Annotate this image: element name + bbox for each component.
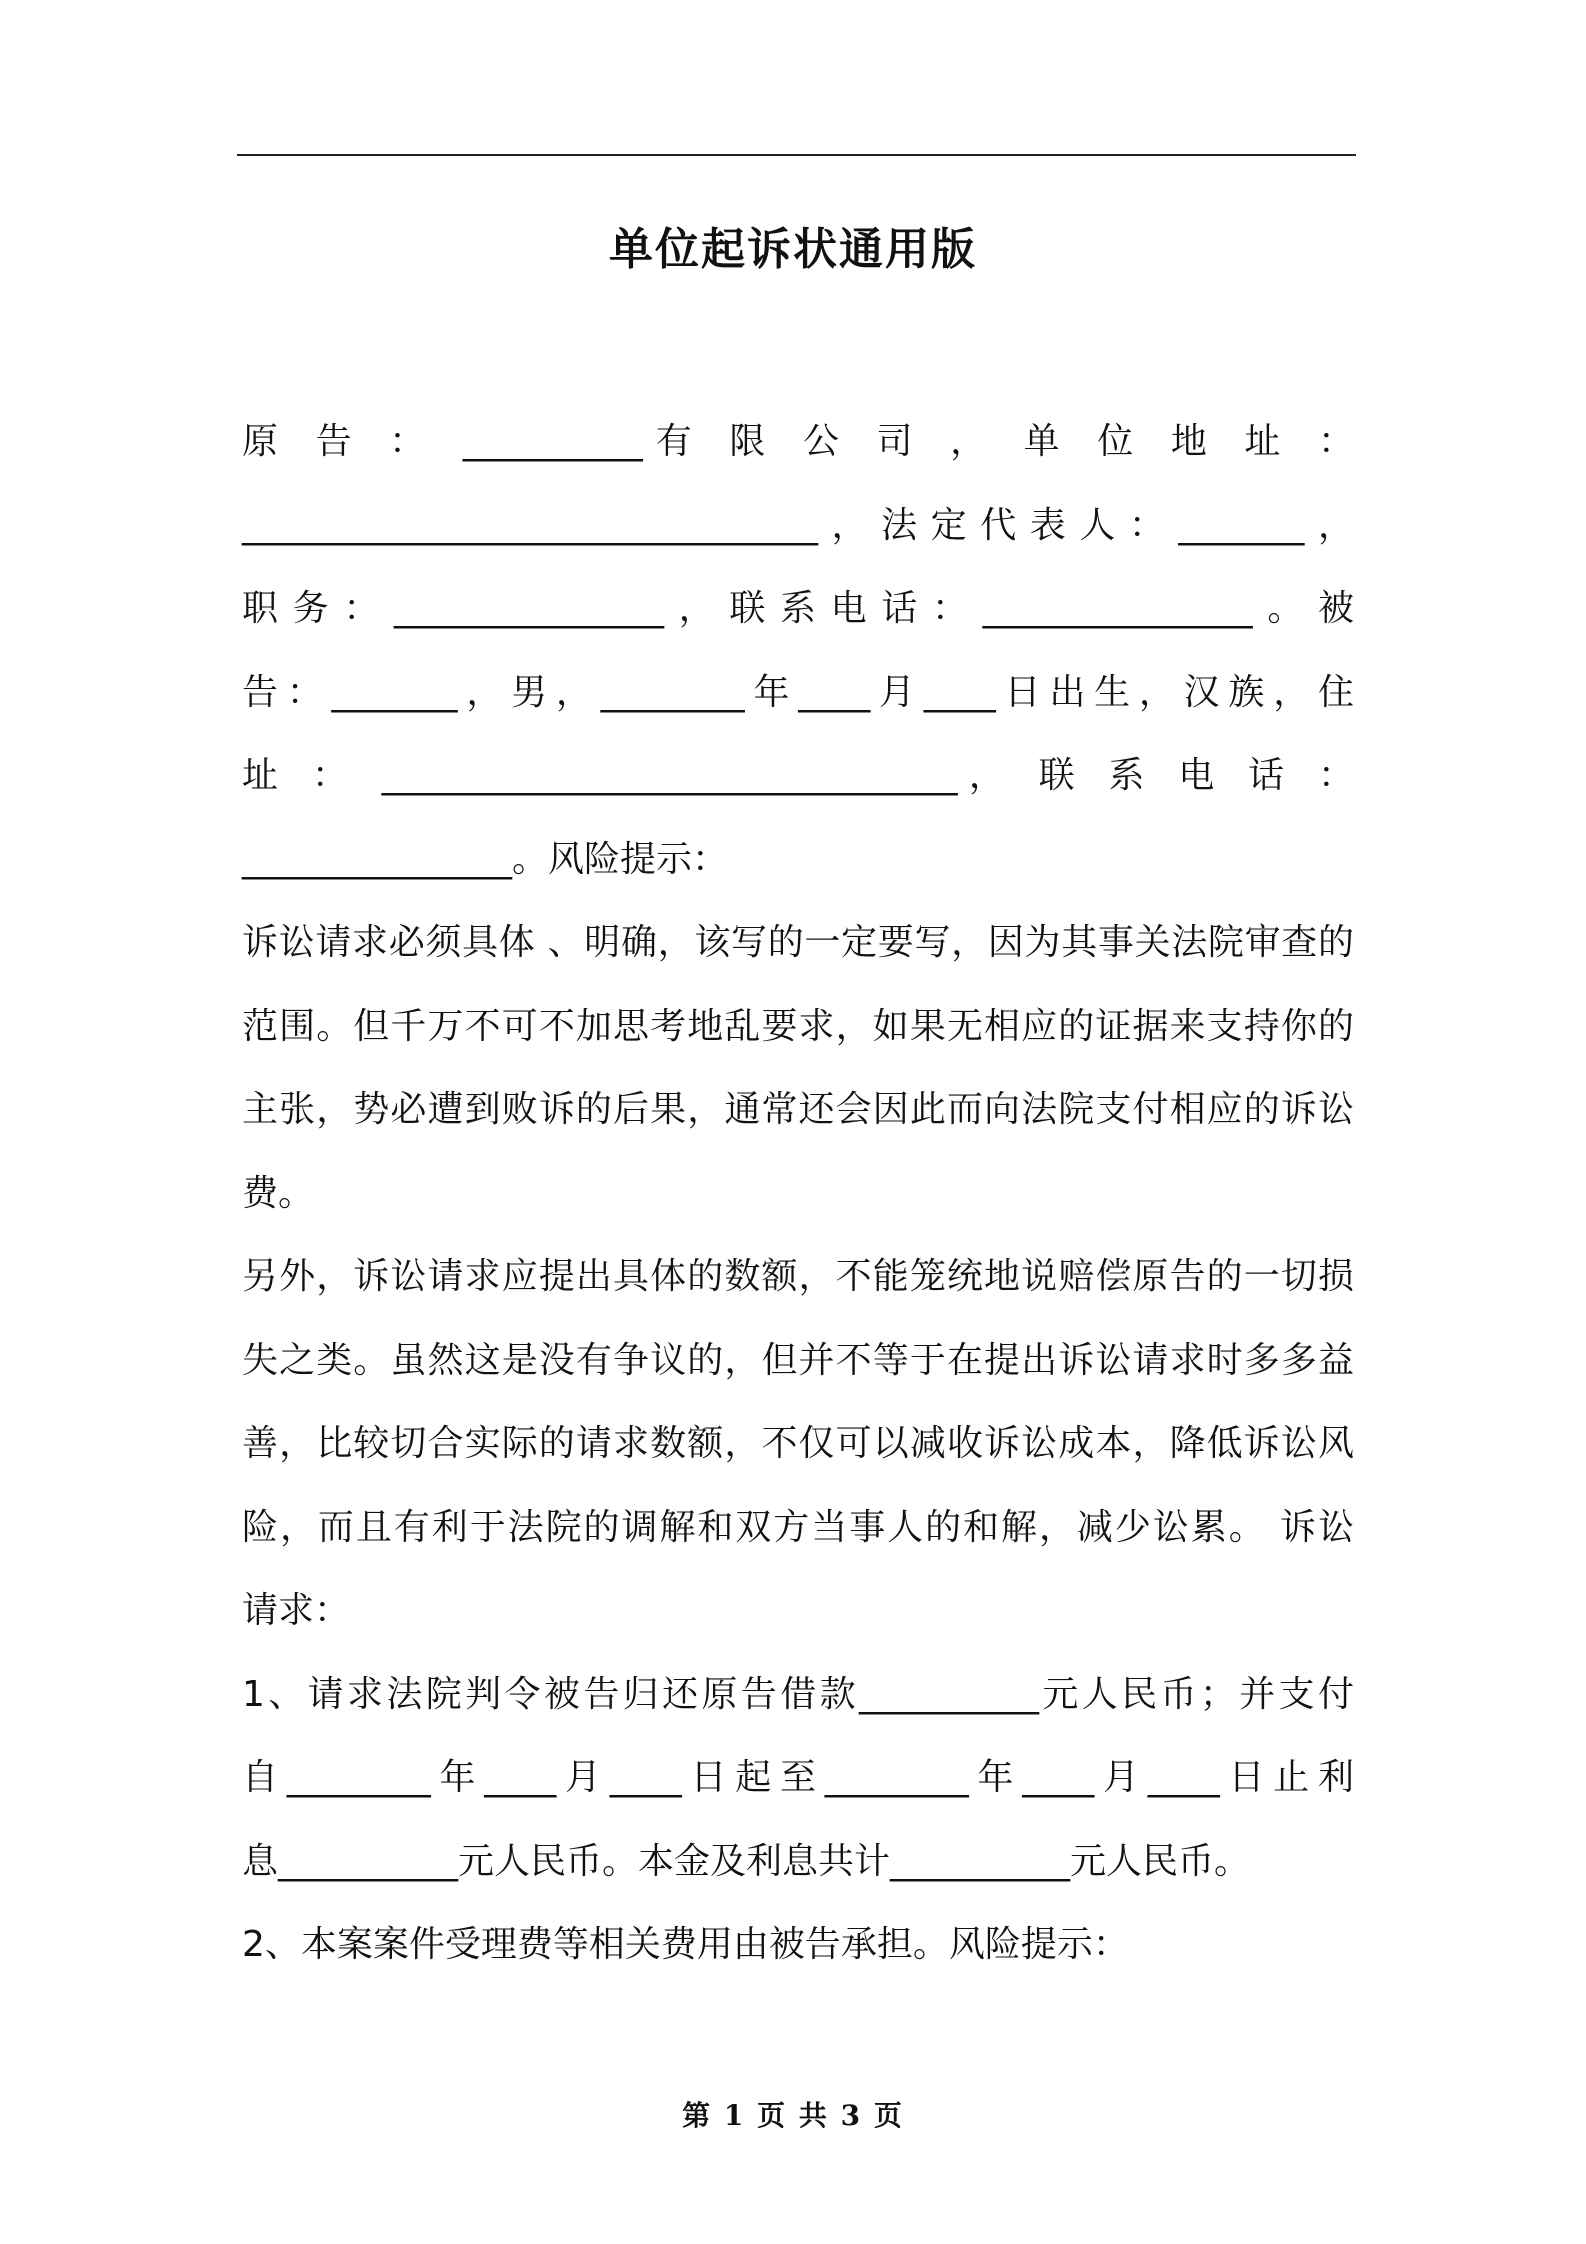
text-line: 失之类。虽然这是没有争议的，但并不等于在提出诉讼请求时多多益 xyxy=(242,1339,1354,1381)
text-line: 险，而且有利于法院的调解和双方当事人的和解，减少讼累。 诉讼 xyxy=(242,1506,1354,1548)
text-line: 职务：_______________，联系电话：_______________。被 xyxy=(242,588,1354,629)
text-line: 自________年____月____日起至________年____月____日止利 xyxy=(242,1757,1354,1798)
text-line: 请求： xyxy=(242,1590,351,1631)
document-title: 单位起诉状通用版 xyxy=(609,224,977,275)
text-line: 2、本案案件受理费等相关费用由被告承担。风险提示： xyxy=(242,1924,1129,1965)
text-line: 主张，势必遭到败诉的后果，通常还会因此而向法院支付相应的诉讼 xyxy=(242,1089,1354,1130)
text-line: 善，比较切合实际的请求数额，不仅可以减收诉讼成本，降低诉讼风 xyxy=(242,1423,1354,1464)
header-rule xyxy=(237,154,1356,156)
text-line: 1、请求法院判令被告归还原告借款__________元人民币；并支付 xyxy=(242,1673,1354,1715)
text-line: 告：_______，男，________年____月____日出生，汉族，住 xyxy=(242,671,1354,713)
page-number-footer: 第 1 页 共 3 页 xyxy=(682,2099,904,2132)
text-line: 范围。但千万不可不加思考地乱要求，如果无相应的证据来支持你的 xyxy=(242,1005,1354,1047)
text-line: ________________________________，法定代表人：_______， xyxy=(242,504,1354,546)
text-line: 费。 xyxy=(242,1172,315,1214)
text-line: 诉讼请求必须具体 、明确，该写的一定要写，因为其事关法院审查的 xyxy=(242,922,1354,963)
document-body xyxy=(242,400,1354,1987)
text-line: 另外，诉讼请求应提出具体的数额，不能笼统地说赔偿原告的一切损 xyxy=(242,1256,1354,1297)
text-line: _______________。风险提示： xyxy=(242,838,729,880)
text-line: 址 ： ________________________________， 联 系 电 话 ： xyxy=(242,755,1354,796)
text-line: 息__________元人民币。本金及利息共计__________元人民币。 xyxy=(242,1840,1251,1882)
text-line: 原 告 ： __________有 限 公 司 ， 单 位 地 址 ： xyxy=(242,421,1354,462)
